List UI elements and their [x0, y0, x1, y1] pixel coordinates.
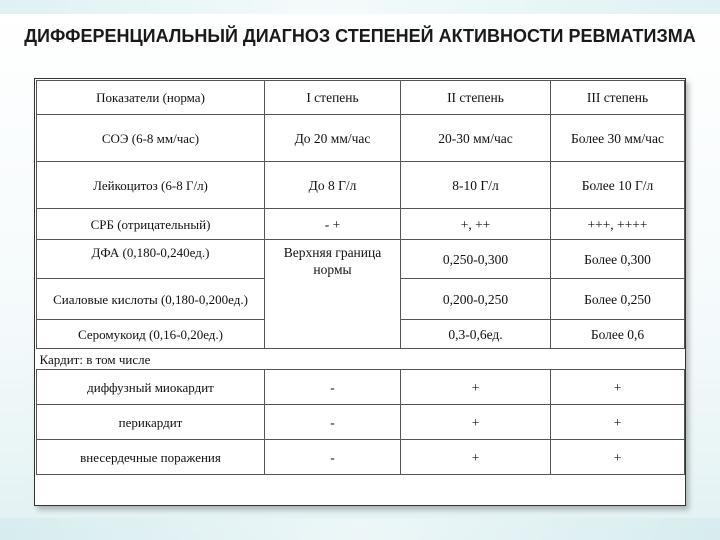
cell-degree-2: 0,250-0,300 [401, 240, 551, 279]
header-cell-indicator: Показатели (норма) [37, 81, 265, 115]
row-label-soe: СОЭ (6-8 мм/час) [37, 115, 265, 162]
merged-degree-1-cell: Верхняя граница нормы [265, 240, 401, 349]
cell-degree-2: 0,200-0,250 [401, 279, 551, 320]
table-row [37, 115, 685, 162]
header-cell-degree-2: II степень [401, 81, 551, 115]
header-cell-degree-1: I степень [265, 81, 401, 115]
cell-degree-2: + [401, 405, 551, 440]
cell-degree-3: Более 0,6 [551, 320, 685, 349]
header-row [37, 81, 685, 115]
row-label-sialic-acids: Сиаловые кислоты (0,180-0,200ед.) [37, 279, 265, 320]
table-row [37, 440, 685, 475]
cell-degree-3: Более 0,300 [551, 240, 685, 279]
decorative-bottom-band [0, 518, 720, 540]
section-row-cardit [37, 349, 685, 370]
cell-degree-3: Более 30 мм/час [551, 115, 685, 162]
decorative-top-band [0, 0, 720, 14]
row-label-leukocytosis: Лейкоцитоз (6-8 Г/л) [37, 162, 265, 209]
cell-degree-2: + [401, 370, 551, 405]
cell-degree-1: До 8 Г/л [265, 162, 401, 209]
table-row [37, 405, 685, 440]
cell-degree-1: - [265, 440, 401, 475]
cell-degree-2: +, ++ [401, 209, 551, 240]
table-row [37, 209, 685, 240]
cardit-section-label: Кардит: в том числе [37, 349, 685, 370]
cell-degree-2: 8-10 Г/л [401, 162, 551, 209]
cell-degree-3: + [551, 370, 685, 405]
cell-degree-2: 20-30 мм/час [401, 115, 551, 162]
cell-degree-1: - [265, 370, 401, 405]
row-label-seromucoid: Серомукоид (0,16-0,20ед.) [37, 320, 265, 349]
cell-degree-2: 0,3-0,6ед. [401, 320, 551, 349]
page-title: ДИФФЕРЕНЦИАЛЬНЫЙ ДИАГНОЗ СТЕПЕНЕЙ АКТИВНОСТИ РЕВМАТИЗМА [24, 26, 696, 46]
header-cell-degree-3: III степень [551, 81, 685, 115]
row-label-extracardiac: внесердечные поражения [37, 440, 265, 475]
cell-degree-1: - [265, 405, 401, 440]
cell-degree-1: До 20 мм/час [265, 115, 401, 162]
table-row [37, 240, 685, 279]
cell-degree-3: + [551, 405, 685, 440]
cell-degree-3: +++, ++++ [551, 209, 685, 240]
row-label-myocarditis: диффузный миокардит [37, 370, 265, 405]
cell-degree-3: Более 10 Г/л [551, 162, 685, 209]
activity-table [36, 80, 685, 475]
cell-degree-3: + [551, 440, 685, 475]
table-row [37, 370, 685, 405]
row-label-dfa: ДФА (0,180-0,240ед.) [37, 240, 265, 279]
row-label-crp: СРБ (отрицательный) [37, 209, 265, 240]
cell-degree-1: - + [265, 209, 401, 240]
cell-degree-3: Более 0,250 [551, 279, 685, 320]
row-label-pericarditis: перикардит [37, 405, 265, 440]
table-row [37, 162, 685, 209]
cell-degree-2: + [401, 440, 551, 475]
